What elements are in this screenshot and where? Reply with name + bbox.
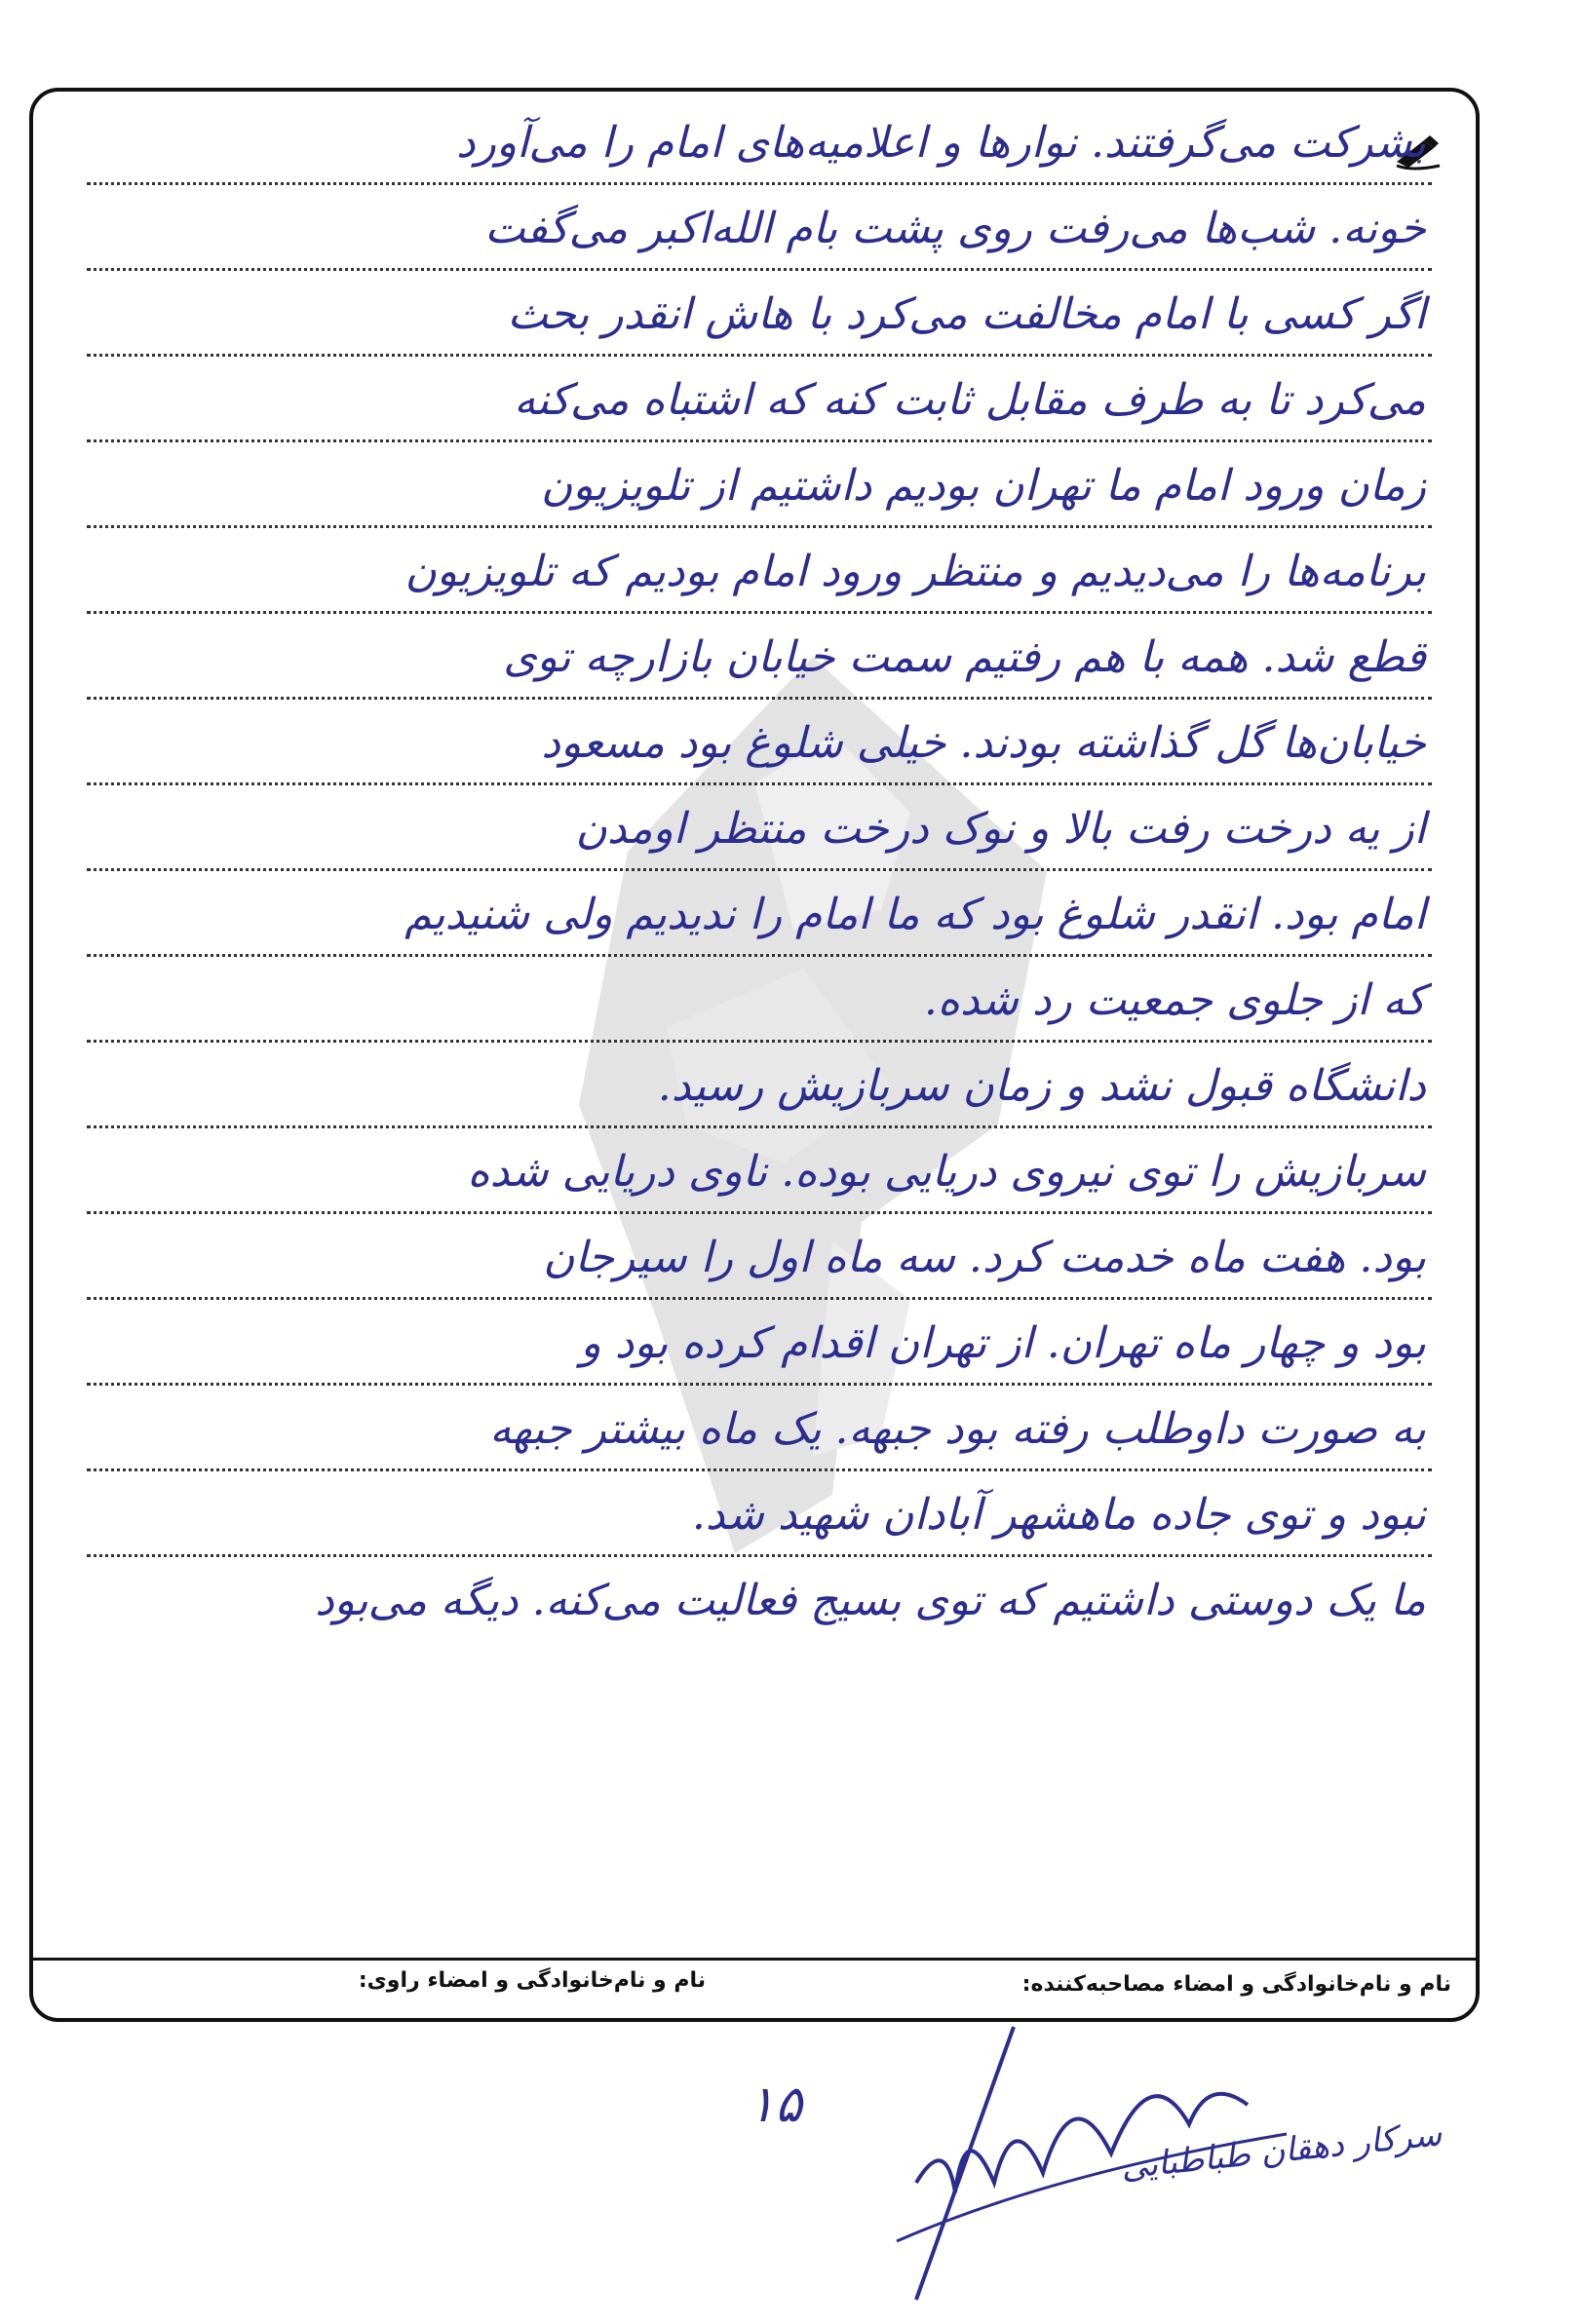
handwritten-line: زمان ورود امام ما تهران بودیم داشتیم از تلویزیون xyxy=(87,452,1432,528)
page-number: ۱۵ xyxy=(748,2076,802,2134)
handwritten-line: امام بود. انقدر شلوغ بود که ما امام را ندیدیم ولی شنیدیم xyxy=(87,881,1432,957)
narrator-signature-label: نام و نام‌خانوادگی و امضاء راوی: xyxy=(358,1968,706,1993)
handwritten-line: از یه درخت رفت بالا و نوک درخت منتظر اومدن xyxy=(87,795,1432,871)
handwritten-line: نبود و توی جاده ماهشهر آبادان شهید شد. xyxy=(87,1481,1432,1557)
handwritten-line: ما یک دوستی داشتیم که توی بسیج فعالیت می‌کنه. دیگه می‌بود xyxy=(315,1576,1426,1625)
handwritten-line: اگر کسی با امام مخالفت می‌کرد با هاش انقدر بحث xyxy=(87,281,1432,357)
handwritten-line: دانشگاه قبول نشد و زمان سربازیش رسید. xyxy=(87,1052,1432,1128)
handwritten-line: خونه. شب‌ها می‌رفت روی پشت بام الله‌اکبر می‌گفت xyxy=(87,195,1432,271)
handwritten-line: که از جلوی جمعیت رد شده. xyxy=(87,967,1432,1043)
handwritten-line: سربازیش را توی نیروی دریایی بوده. ناوی دریایی شده xyxy=(87,1138,1432,1214)
signature-footer xyxy=(33,1958,1476,2009)
handwritten-line: برنامه‌ها را می‌دیدیم و منتظر ورود امام بودیم که تلویزیون xyxy=(87,538,1432,614)
handwritten-line: بشرکت می‌گرفتند. نوارها و اعلامیه‌های امام را می‌آورد xyxy=(87,109,1432,185)
interviewer-signature-label: نام و نام‌خانوادگی و امضاء مصاحبه‌کننده: xyxy=(1021,1972,1451,1997)
handwritten-line: به صورت داوطلب رفته بود جبهه. یک ماه بیشتر جبهه xyxy=(87,1395,1432,1471)
handwritten-line: بود و چهار ماه تهران. از تهران اقدام کرده بود و xyxy=(87,1310,1432,1386)
signature-caption: سرکار دهقان طباطبایی xyxy=(1119,2114,1444,2188)
handwritten-line: بود. هفت ماه خدمت کرد. سه ماه اول را سیرجان xyxy=(87,1224,1432,1300)
form-frame xyxy=(29,88,1480,2022)
handwritten-line: خیابان‌ها گل گذاشته بودند. خیلی شلوغ بود مسعود xyxy=(87,709,1432,785)
handwritten-line: می‌کرد تا به طرف مقابل ثابت کنه که اشتباه می‌کنه xyxy=(87,366,1432,442)
handwritten-line: قطع شد. همه با هم رفتیم سمت خیابان بازارچه توی xyxy=(87,624,1432,700)
